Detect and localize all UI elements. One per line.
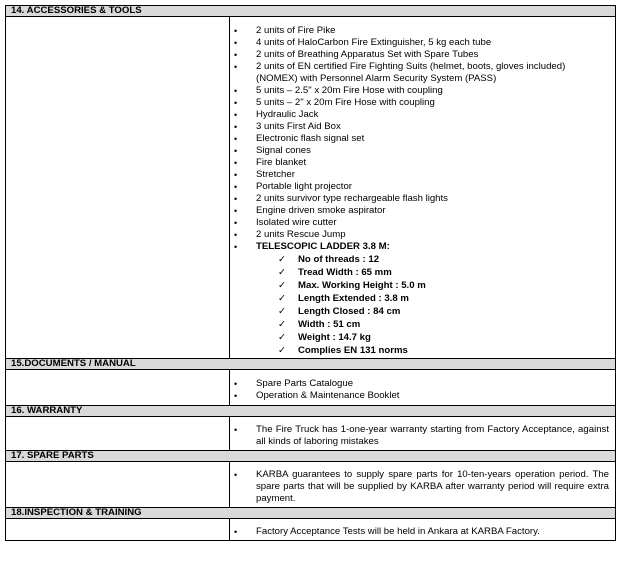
bullet-icon: • (234, 146, 238, 156)
list-item (234, 217, 609, 229)
list-item-text: 5 units – 2" x 20m Fire Hose with coupling (256, 97, 435, 108)
section-17-body (5, 461, 616, 508)
bullet-icon: • (234, 182, 238, 192)
section-16-heading: 16. WARRANTY (5, 405, 616, 417)
list-item (234, 229, 609, 241)
inspection-text: Factory Acceptance Tests will be held in Ankara at KARBA Factory. (256, 526, 540, 537)
bullet-icon: • (234, 527, 238, 537)
bullet-icon: • (234, 218, 238, 228)
list-item-text: 2 units Rescue Jump (256, 229, 346, 240)
bullet-icon: • (234, 62, 238, 72)
list-item (234, 390, 609, 402)
list-item (234, 121, 609, 133)
ladder-spec-text: Length Extended : 3.8 m (298, 293, 409, 304)
inspection-paragraph (6, 526, 615, 538)
list-item (234, 378, 609, 390)
check-icon: ✓ (278, 254, 287, 265)
list-item (234, 169, 609, 181)
ladder-spec-text: Max. Working Height : 5.0 m (298, 280, 426, 291)
bullet-icon: • (234, 194, 238, 204)
ladder-spec-item (278, 331, 609, 344)
warranty-text: The Fire Truck has 1-one-year warranty starting from Factory Acceptance, against all kinds of laboring mistakes (256, 424, 609, 447)
ladder-spec-text: Length Closed : 84 cm (298, 306, 401, 317)
list-item-text: Hydraulic Jack (256, 109, 319, 120)
list-item-text: Portable light projector (256, 181, 352, 192)
bullet-icon: • (234, 206, 238, 216)
check-icon: ✓ (278, 280, 287, 291)
bullet-icon: • (234, 242, 238, 252)
ladder-spec-text: Complies EN 131 norms (298, 345, 408, 356)
list-item (234, 25, 609, 37)
list-item (234, 109, 609, 121)
spare-parts-paragraph (6, 469, 615, 505)
list-item (234, 85, 609, 97)
list-item-text: Isolated wire cutter (256, 217, 337, 228)
section-18-heading: 18.INSPECTION & TRAINING (5, 507, 616, 519)
bullet-icon: • (234, 170, 238, 180)
check-icon: ✓ (278, 345, 287, 356)
section-16-body (5, 416, 616, 451)
ladder-spec-item (278, 266, 609, 279)
check-icon: ✓ (278, 332, 287, 343)
left-column (6, 369, 230, 405)
ladder-spec-item (278, 305, 609, 318)
list-item (234, 145, 609, 157)
section-18-body (5, 518, 616, 541)
ladder-spec-item (278, 279, 609, 292)
list-item-text: 2 units of EN certified Fire Fighting Suits (helmet, boots, gloves included) (NOMEX) with Personnel Alarm Security System (PASS) (256, 61, 566, 84)
list-item (234, 205, 609, 217)
bullet-icon: • (234, 425, 238, 435)
list-item (234, 181, 609, 193)
ladder-spec-text: No of threads : 12 (298, 254, 380, 265)
spare-parts-text: KARBA guarantees to supply spare parts for 10-ten-years operation period. The spare parts that will be supplied by KARBA after warranty period will require extra payment. (256, 469, 609, 504)
bullet-icon: • (234, 26, 238, 36)
list-item (234, 241, 609, 357)
list-item-text: 3 units First Aid Box (256, 121, 341, 132)
ladder-spec-text: Width : 51 cm (298, 319, 361, 330)
section-14-body (5, 16, 616, 359)
list-item (234, 97, 609, 109)
list-item-text: Stretcher (256, 169, 295, 180)
ladder-spec-item (278, 253, 609, 266)
spec-document (5, 6, 616, 541)
list-item-text: 2 units of Breathing Apparatus Set with Spare Tubes (256, 49, 479, 60)
bullet-icon: • (234, 122, 238, 132)
ladder-spec-item (278, 318, 609, 331)
list-item (234, 37, 609, 49)
ladder-spec-text: Tread Width : 65 mm (298, 267, 392, 278)
list-item-text: 5 units – 2.5" x 20m Fire Hose with coupling (256, 85, 443, 96)
ladder-spec-item (278, 292, 609, 305)
bullet-icon: • (234, 470, 238, 480)
list-item-text: Fire blanket (256, 157, 307, 168)
list-item-text: Electronic flash signal set (256, 133, 365, 144)
bullet-icon: • (234, 98, 238, 108)
ladder-title: TELESCOPIC LADDER 3.8 M: (256, 241, 390, 252)
list-item-text: Spare Parts Catalogue (256, 378, 354, 389)
bullet-icon: • (234, 379, 238, 389)
check-icon: ✓ (278, 319, 287, 330)
bullet-icon: • (234, 158, 238, 168)
list-item-text: 2 units survivor type rechargeable flash lights (256, 193, 448, 204)
section-14-heading: 14. ACCESSORIES & TOOLS (5, 5, 616, 17)
list-item-text: Signal cones (256, 145, 311, 156)
check-icon: ✓ (278, 267, 287, 278)
ladder-spec-item (278, 344, 609, 357)
list-item-text: 4 units of HaloCarbon Fire Extinguisher, 5 kg each tube (256, 37, 492, 48)
list-item (234, 61, 609, 85)
bullet-icon: • (234, 391, 238, 401)
check-icon: ✓ (278, 306, 287, 317)
list-item (234, 49, 609, 61)
section-15-heading: 15.DOCUMENTS / MANUAL (5, 358, 616, 370)
list-item-text: Engine driven smoke aspirator (256, 205, 386, 216)
check-icon: ✓ (278, 293, 287, 304)
list-item (234, 157, 609, 169)
warranty-paragraph (6, 424, 615, 448)
bullet-icon: • (234, 230, 238, 240)
list-item (234, 133, 609, 145)
ladder-spec-text: Weight : 14.7 kg (298, 332, 371, 343)
bullet-icon: • (234, 50, 238, 60)
section-17-heading: 17. SPARE PARTS (5, 450, 616, 462)
bullet-icon: • (234, 86, 238, 96)
list-item (234, 193, 609, 205)
list-item-text: 2 units of Fire Pike (256, 25, 336, 36)
section-15-body (5, 369, 616, 406)
left-column (6, 16, 230, 358)
bullet-icon: • (234, 110, 238, 120)
bullet-icon: • (234, 134, 238, 144)
bullet-icon: • (234, 38, 238, 48)
list-item-text: Operation & Maintenance Booklet (256, 390, 400, 401)
ladder-spec-list (256, 253, 609, 357)
